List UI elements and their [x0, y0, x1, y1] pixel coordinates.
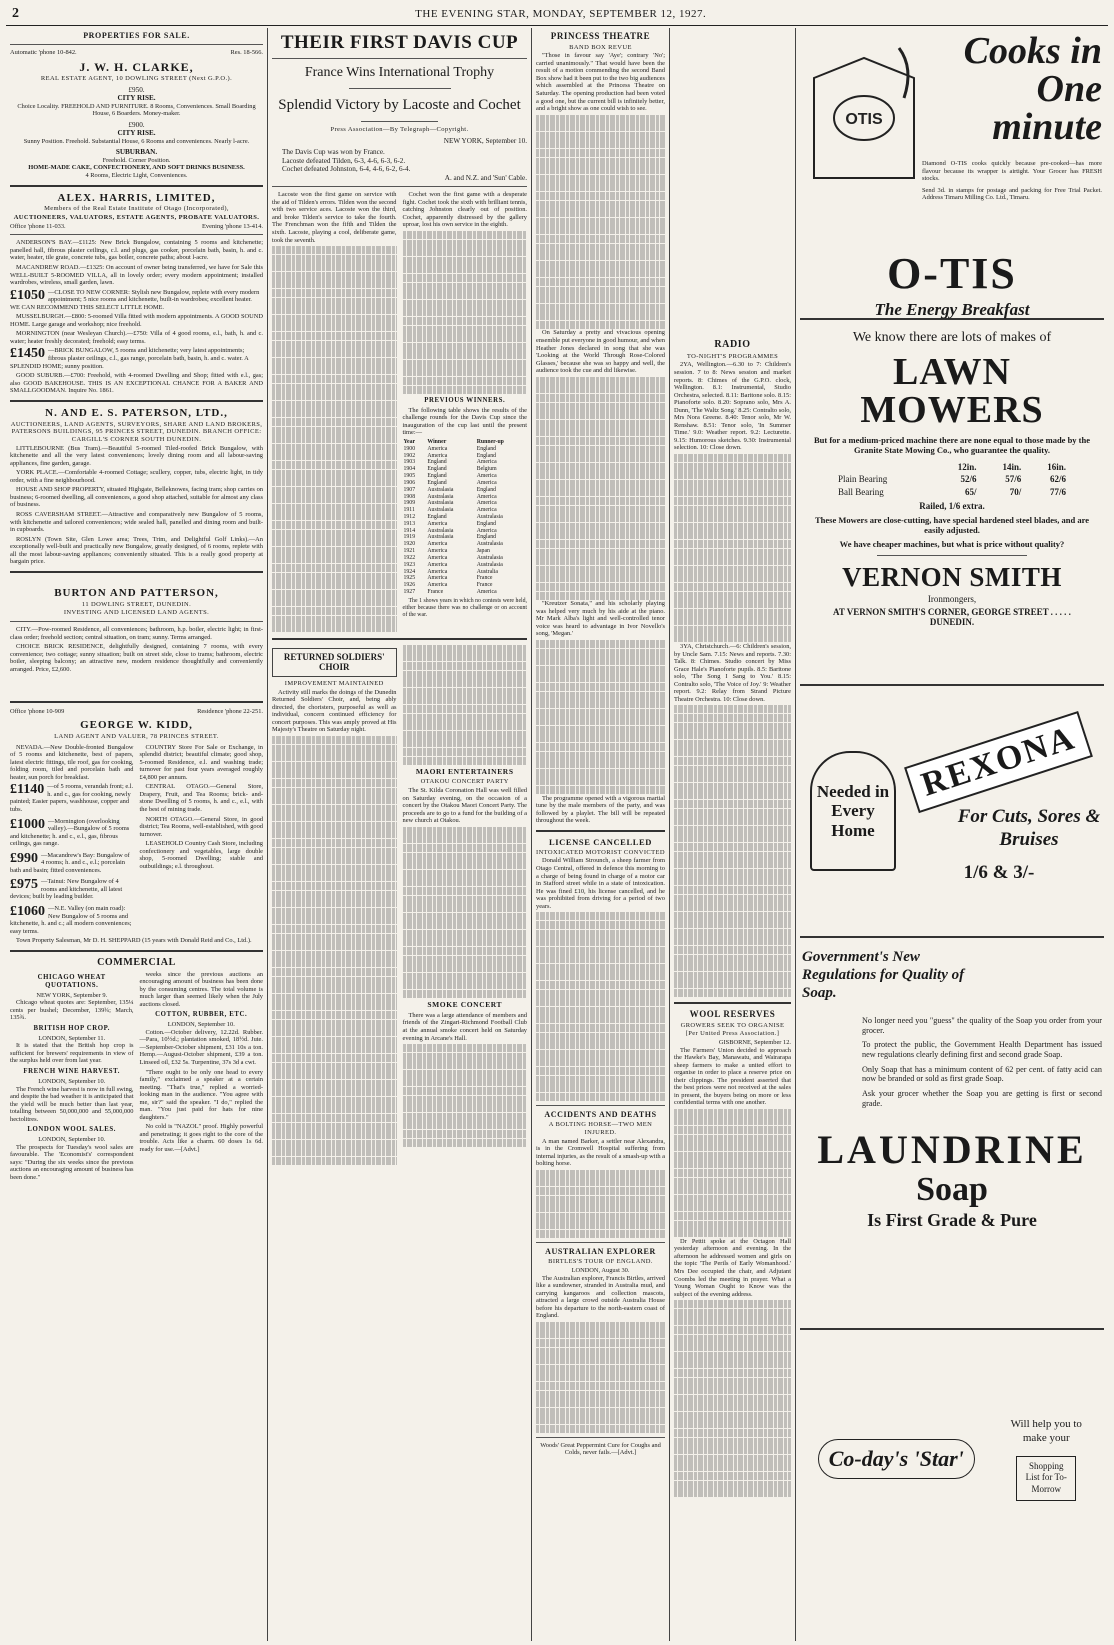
harris-price: £1050	[10, 287, 45, 303]
table-cell: 1907	[403, 486, 416, 493]
table-cell: Australia	[476, 568, 498, 575]
theatre-text: "Kreutzer Sonata," and his scholarly playing was helped very much by his aide at the piano. Mr Mark Alba's light and well-controlled tenor voice was heard to advantage in Ivor Novello's song, 'Megan.'	[536, 600, 665, 638]
table-row	[403, 528, 528, 535]
burton-listing: CITY.—Pow-roomed Residence, all conveniences; bathroom, h.p. boiler, electric light; in first-class order; freehold section; central situation, on tram; sunny. Terms arranged.	[10, 626, 263, 641]
family-anecdote: "There ought to be only one head to every family," exclaimed a speaker at a certain meeting. "That's true," replied a worried-looking man in the audience. "You agree with me, sir?" said the speaker. "I do," replied the man. "You just paid for hats for nine daughters."	[139, 1068, 263, 1121]
lawn-price: 52/6	[960, 474, 977, 485]
hop-dateline: LONDON, September 11.	[38, 1034, 106, 1042]
explorer-heading: AUSTRALIAN EXPLORER	[545, 1246, 656, 1256]
clarke-l3-rooms: 4 Rooms, Electric Light, Conveniences.	[85, 171, 188, 179]
laundrine-copy3: Only Soap that has a minimum content of 62 per cent. of fatty acid can now be branded or sold as first grade Soap.	[862, 1064, 1102, 1084]
paterson-name: N. AND E. S. PATERSON, LTD.,	[45, 406, 228, 419]
accidents-subhead: A BOLTING HORSE—TWO MEN INJURED.	[548, 1121, 653, 1136]
kidd-listing: —Mornington (overlooking valley).—Bungalow of 5 rooms and kitchenette; h. and c., e.l., gas, fibrous ceilings, gas range.	[10, 817, 130, 848]
vernon-smith-address: AT VERNON SMITH'S CORNER, GEORGE STREET . . . . . DUNEDIN.	[833, 606, 1071, 628]
table-cell: 1913	[403, 520, 416, 527]
table-cell: 1904	[403, 466, 416, 473]
clarke-l3-place: SUBURBAN.	[115, 148, 158, 157]
lawn-price: 62/6	[1049, 474, 1066, 485]
wine-heading: FRENCH WINE HARVEST.	[23, 1067, 121, 1075]
table-row	[403, 473, 528, 480]
harris-listing: MUSSELBURGH.—£800: 5-roomed Villa fitted with modern appointments. A GOOD SOUND HOME. Large garage and workshop; nice freehold.	[10, 313, 263, 328]
wheat-dateline: NEW YORK, September 9.	[36, 991, 108, 999]
column-properties	[6, 28, 268, 1641]
paterson-listing: LITTLEBOURNE (Bus Tram).—Beautiful 5-roomed Tiled-roofed Brick Bungalow, with kitchenette and all the very latest conveniences; lovely dining room and all labour-saving appliances, fine garden, garage.	[10, 444, 263, 467]
clarke-l2-desc: Sunny Position. Freehold. Substantial House, 6 Rooms and conveniences. Nearly l-acre.	[23, 137, 250, 145]
harris-listing: ANDERSON'S BAY.—£1125: New Brick Bungalow, containing 5 rooms and kitchenette; panelled hall, fibrous plaster ceilings, c.l. and plugs, gas cooker, porcelain bath, basin, h. and c. water, heater, tile grate, concrete tubs, gas boiler, concrete paths; about l-acre.	[10, 239, 263, 262]
theatre-text: On Saturday a pretty and vivacious opening ensemble put everyone in good humour, and when Heather Jones declared in song that she was 'Looking at the World Through Rose-Colored Glasses,' because she was so happy and well, the audience took the cue and did likewise.	[536, 329, 665, 375]
table-cell: America	[427, 568, 448, 575]
harris-listing: —CLOSE TO NEW CORNER: Stylish new Bungalow, replete with every modern appointment; 5 nice rooms and kitchenette, built-in wardrobes; excellent heater. WE CAN RECOMMEND THIS SELECT LITTLE HOME.	[10, 288, 260, 311]
table-cell: 1900	[403, 445, 416, 452]
winners-heading: PREVIOUS WINNERS.	[424, 396, 506, 404]
laundrine-copy1: No longer need you "guess" the quality of the Soap you order from your grocer.	[862, 1016, 1102, 1035]
nazol-ad: No cold is "NAZOL" proof. Highly powerful and penetrating; it goes right to the core of the trouble. Acts like a charm. 60 doses 1s 6d. ready for use.—[Advt.]	[139, 1123, 263, 1154]
table-row	[403, 459, 528, 466]
clarke-res: Res. 18-566.	[230, 49, 263, 57]
table-cell: 1920	[403, 541, 416, 548]
lawn-brand: LAWN MOWERS	[860, 350, 1044, 431]
wool-reserves-assoc: [Per United Press Association.]	[685, 1030, 780, 1038]
table-cell: 1909	[403, 500, 416, 507]
kidd-office: Office 'phone 10-909	[10, 708, 65, 716]
wool-sales-dateline: LONDON, September 10.	[38, 1136, 106, 1144]
table-cell: America	[476, 493, 497, 500]
table-cell: 1911	[403, 507, 415, 514]
otis-brand: O-TIS	[887, 248, 1017, 298]
table-cell: England	[476, 486, 497, 493]
table-row	[403, 521, 528, 528]
lawn-row-label: Plain Bearing	[838, 474, 888, 485]
table-cell: England	[476, 534, 497, 541]
table-cell: England	[427, 459, 447, 466]
clarke-l3-business: HOME-MADE CAKE, CONFECTIONERY, AND SOFT DRINKS BUSINESS.	[28, 164, 245, 172]
kidd-price: £990	[10, 850, 38, 866]
wool-sales-heading: LONDON WOOL SALES.	[27, 1126, 117, 1134]
table-row	[403, 582, 528, 589]
explorer-dateline: LONDON, August 30.	[571, 1266, 630, 1274]
otis-copy: Diamond O-TIS cooks quickly because pre-cooked—has more flavour because its wrapper is airtight. Your Grocer has FRESH stocks.	[922, 160, 1102, 183]
kidd-listing: COUNTRY Store For Sale or Exchange, in splendid district; beautiful climate; good shop, 5-roomed Residence, e.l. and washing trade; turnover for past four years averaged roughly £4,800 per annum.	[139, 743, 263, 781]
table-cell: 1908	[403, 493, 416, 500]
harris-price: £1450	[10, 346, 45, 362]
laundrine-intro: Government's New Regulations for Quality of Soap.	[802, 949, 965, 1001]
paterson-listing: ROSLYN (Town Site, Glen Lowe area; Trees, Trim, and Delightful Golf Links).—An exceptionally well-built and practically new Bungalow, greatly designed, of 6 rooms, replete with all the most labour-saving appliances; conveniently situated. This is a really good property at bargain price.	[10, 535, 263, 566]
wool-reserves-subhead: GROWERS SEEK TO ORGANISE	[680, 1021, 785, 1029]
table-cell: England	[427, 513, 447, 520]
table-cell: Australasia	[476, 513, 503, 520]
table-row	[403, 494, 528, 501]
codays-ad	[800, 1330, 1104, 1588]
otis-ad	[800, 28, 1104, 320]
theatre-text: "Those in favour say 'Aye'; contrary 'No'; carried unanimously." That would have been the result of a motion commending the second Band Box show had it been put to the two big audiences which assembled at the Princess Theatre on Saturday. The opening production had been voted a good one, but the current bill is infinitely better, and a bright show as one could wish to see.	[536, 52, 665, 113]
harris-role: AUCTIONEERS, VALUATORS, ESTATE AGENTS, PROBATE VALUATORS.	[13, 214, 260, 222]
lawn-copy2: These Mowers are close-cutting, have special hardened steel blades, and are easily adjusted.	[814, 514, 1090, 535]
table-cell: America	[427, 520, 448, 527]
winners-intro: The following table shows the results of the challenge rounds for the Davis Cup since the inauguration of the cup last until the present time:—	[402, 406, 527, 437]
explorer-subhead: BIRTLES'S TOUR OF ENGLAND.	[548, 1258, 653, 1266]
hop-text: It is stated that the British hop crop is sufficient for brewers' requirements in view of the surplus held over from last year.	[10, 1042, 134, 1065]
lawn-copy3: We have cheaper machines, but what is price without quality?	[839, 539, 1065, 550]
lawn-size: 16in.	[1047, 461, 1066, 472]
davis-cup-body: Lacoste won the first game on service with the aid of Tilden's errors. Tilden won the second with two service aces. Lacoste won the third, and broke Tilden's service to take the fourth. The Frenchman won the fifth and Tilden the sixth. Lacoste, playing a cool, deliberate game, took the seventh.	[272, 191, 397, 244]
otis-copy2: Send 3d. in stamps for postage and packing for Free Trial Packet. Address Timaru Milling Co. Ltd., Timaru.	[922, 186, 1102, 202]
table-row	[403, 487, 528, 494]
masthead	[6, 4, 1108, 26]
kidd-name: GEORGE W. KIDD,	[80, 718, 193, 731]
table-cell: Australasia	[427, 493, 454, 500]
choir-subhead: IMPROVEMENT MAINTAINED	[284, 680, 384, 688]
explorer-text: The Australian explorer, Francis Birtles, arrived like a sundowner, stranded in Australia mud, and carrying kangaroos and collection mascots, attracted a large crowd outside Australia House before his departure to the north-eastern coast of England.	[536, 1274, 665, 1320]
kidd-listing: —Tainui: New Bungalow of 4 rooms and kitchenette, all latest devices; built by leading builder.	[10, 878, 123, 901]
rexona-ad	[800, 686, 1104, 938]
wool-reserves-heading: WOOL RESERVES	[689, 1009, 776, 1020]
properties-heading: PROPERTIES FOR SALE.	[83, 31, 190, 40]
lawn-price: 70/	[1009, 486, 1022, 497]
davis-cup-cable: A. and N.Z. and 'Sun' Cable.	[444, 173, 527, 182]
smoke-concert-heading: SMOKE CONCERT	[427, 1000, 503, 1010]
maori-heading: MAORI ENTERTAINERS	[415, 766, 514, 776]
harris-member: Members of the Real Estate Institute of Otago (Incorporated),	[44, 205, 229, 213]
davis-cup-result: The Davis Cup was won by France.	[282, 148, 385, 157]
table-row	[403, 548, 528, 555]
wheat-heading: CHICAGO WHEAT QUOTATIONS.	[37, 973, 106, 989]
table-cell: 1906	[403, 479, 416, 486]
wool-sales-text: The prospects for Tuesday's wool sales are favourable. The 'Economist's' correspondent says: "During the six weeks since the previous auctions an encouraging amount of business has been done."	[10, 1143, 134, 1181]
column-ads	[796, 28, 1108, 1641]
davis-cup-deck: Splendid Victory by Lacoste and Cochet	[278, 96, 521, 113]
table-cell: America	[427, 575, 448, 582]
table-cell: 1919	[403, 534, 416, 541]
table-cell: England	[476, 452, 497, 459]
paterson-listing: HOUSE AND SHOP PROPERTY, situated Highgate, Belleknowes, facing tram; shop carries on business; 6-roomed dwelling, all conveniences, a good shop attached, suitable for almost any class of business.	[10, 486, 263, 509]
kidd-listing: —Macandrew's Bay: Bungalow of 4 rooms; h. and c., e.l.; porcelain bath and basin; fitted conveniences.	[10, 851, 130, 874]
table-cell: Australasia	[427, 534, 454, 541]
commercial-heading: COMMERCIAL	[97, 956, 176, 968]
accidents-heading: ACCIDENTS AND DEATHS	[544, 1109, 657, 1119]
table-cell: 1912	[403, 513, 416, 520]
choir-text: Activity still marks the doings of the Dunedin Returned Soldiers' Choir, and, being ably directed, the choristers, purposeful as well as individual, concern continued efficiency for concert purposes. This was amply proved at His Majesty's Theatre on Saturday night.	[272, 688, 397, 734]
burton-name: BURTON AND PATTERSON,	[54, 586, 219, 599]
table-cell: 1914	[403, 527, 416, 534]
lawn-intro: We know there are lots of makes of	[852, 330, 1052, 345]
codays-help: Will help you to make your	[1010, 1418, 1082, 1445]
maori-text: The St. Kilda Coronation Hall was well filled on Saturday evening, on the occasion of a concert by the Otakou Maori Concert Party. The proceeds are to go to a fund for the building of a new church at Otakou.	[402, 787, 527, 825]
rexona-brand: REXONA	[904, 711, 1093, 813]
kidd-listing: CENTRAL OTAGO.—General Store, Drapery, Fruit, and Tea Rooms; brick- and-stone Dwelling of 5 rooms, h. and c., e.l., with the best of mining trade.	[139, 783, 263, 813]
maori-subhead: OTAKOU CONCERT PARTY	[420, 778, 509, 786]
kidd-price: £1060	[10, 903, 45, 919]
paterson-listing: ROSS CAVERSHAM STREET.—Attractive and comparatively new Bungalow of 5 rooms, with kitchenette and tailored conveniences; wide sealed hall, panelled and dining room and built-in cupboards.	[10, 511, 263, 534]
table-cell: Runner-up	[476, 438, 504, 445]
kidd-listing: —N.E. Valley (on main road): New Bungalow of 5 rooms and kitchenette, h. and c.; all modern conveniences; easy terms.	[10, 904, 132, 935]
rexona-for: For Cuts, Sores & Bruises	[957, 806, 1101, 850]
wheat-text: Chicago wheat quotes are: September, 135¼ cents per bushel; December, 139¾; March, 135¾.	[10, 999, 134, 1022]
column-theatre	[532, 28, 670, 1641]
vernon-smith-name: VERNON SMITH	[842, 562, 1062, 593]
table-cell: America	[427, 554, 448, 561]
harris-listing: MACANDREW ROAD.—£1325: On account of owner being transferred, we have for Sale this WELL-BUILT 5-ROOMED VILLA, all in lovely order; every modern appointment; installed wardrobes, wireless, small garden, lawn.	[10, 263, 263, 287]
davis-cup-result: Cochet defeated Johnston, 6-4, 4-6, 6-2, 6-4.	[282, 165, 411, 174]
table-row	[403, 446, 528, 453]
wine-dateline: LONDON, September 10.	[38, 1077, 106, 1085]
theatre-subhead: BAND BOX REVUE	[569, 43, 632, 51]
pettit-text: Dr Pettit spoke at the Octagon Hall yesterday afternoon and evening. In the afternoon he addressed women and girls on the topic 'The Perils of Early Womanhood.' Mrs Dee occupied the chair, and Adjutant Coombs led the meeting in prayer. What a Young Woman Ought to Know was the subject of the evening address.	[674, 1237, 791, 1298]
theatre-text: The programme opened with a vigorous martial tune by the male members of the party, and was followed by a playlet. The bill will be repeated throughout the week.	[536, 794, 665, 825]
burton-listing: CHOICE BRICK RESIDENCE, delightfully designed, containing 7 rooms, with every convenience; two cottage; sunny situation; built on street side, close to trams; bathroom, electric boiler, sleeping balcony; an attractive new, modern residence thoughtfully and conveniently arranged. Price, £2,600.	[10, 643, 263, 673]
paterson-desc: AUCTIONEERS, LAND AGENTS, SURVEYORS, SHARE AND LAND BROKERS, PATERSONS BUILDINGS, 95 PRINCES STREET, DUNEDIN. BRANCH OFFICE: CARGILL'S CORNER SOUTH DUNEDIN.	[10, 420, 263, 443]
radio-heading: RADIO	[714, 339, 751, 350]
harris-listing: MORNINGTON (near Wesleyan Church).—£750: Villa of 4 good rooms, e.l., bath, h. and c. water; heater freshly decorated; freehold; easy terms.	[10, 330, 263, 345]
davis-cup-subhead: France Wins International Trophy	[304, 65, 495, 81]
column-radio	[670, 28, 796, 1641]
burton-addr: 11 DOWLING STREET, DUNEDIN.	[81, 600, 192, 608]
table-cell: Winner	[427, 438, 447, 445]
table-row	[403, 507, 528, 514]
harris-evening: Evening 'phone 13-414.	[202, 222, 263, 230]
page-number: 2	[12, 6, 20, 22]
table-cell: Australasia	[427, 527, 454, 534]
lawn-price-table	[835, 461, 1069, 499]
table-cell: America	[476, 527, 497, 534]
lawn-size: 12in.	[957, 461, 977, 472]
lawn-price: 65/	[965, 486, 977, 497]
table-row	[403, 453, 528, 460]
hop-heading: BRITISH HOP CROP.	[33, 1024, 111, 1032]
harris-name: ALEX. HARRIS, LIMITED,	[57, 191, 216, 204]
table-cell: America	[427, 445, 448, 452]
table-cell: France	[476, 575, 493, 582]
table-cell: Japan	[476, 548, 490, 555]
radio-text: 2YA, Wellington.—6.30 to 7: Children's session. 7 to 8: News session and market reports. 8: Chimes of the G.P.O. clock, Wellington. 8.1: Instrumental, Studio Orchestra, selected. 8.11: Baritone solo. 8.15: Pianoforte solo. 8.20: Soprano solo, Mrs A. Dunn, 'The Waltz Song.' 8.25: Contralto solo, Mrs Nora Greene. 8.40: Tenor solo, Mr W. Renshaw. 8.51: Tenor solo, 'In Summer Time.' 9.0: Weather report. 9.2: Lecturette. 9.15: Humorous sketches. 9.30: Instrumental selection. 10: Close down.	[674, 361, 791, 452]
clarke-phone: Automatic 'phone 10-842.	[10, 49, 77, 57]
lawn-railed: Railed, 1/6 extra.	[919, 501, 985, 512]
table-cell: England	[427, 466, 447, 473]
license-text: Donald William Strounch, a sheep farmer from Otago Central, offered in defence this morning to a charge of being found in charge of a motor car in Stafford street while in a state of intoxication. He was fined £10, his license cancelled, and he was prohibited from driving for a period of two years.	[536, 857, 665, 910]
harris-listing: —BRICK BUNGALOW, 5 rooms and kitchenette; very latest appointments; fibrous plaster ceilings, c.l., gas range, porcelain bath, basin, h. and c. water. A SPLENDID HOME; sunny position.	[10, 347, 249, 370]
table-cell: Australasia	[427, 486, 454, 493]
table-row	[403, 541, 528, 548]
table-cell: England	[427, 479, 447, 486]
clarke-l1-place: CITY RISE.	[117, 94, 156, 103]
davis-cup-headline: THEIR FIRST DAVIS CUP	[280, 32, 519, 53]
davis-cup-result: Lacoste defeated Tilden, 6-3, 4-6, 6-3, 6-2.	[282, 156, 406, 165]
laundrine-grade: Is First Grade & Pure	[867, 1210, 1037, 1231]
vernon-smith-sub: Ironmongers,	[927, 593, 977, 604]
cotton-dateline: LONDON, September 10.	[167, 1021, 235, 1029]
davis-cup-dateline: NEW YORK, September 10.	[443, 136, 527, 145]
table-cell: America	[427, 582, 448, 589]
lawn-price: 77/6	[1049, 486, 1066, 497]
winners-note: The 1 shows years in which no contests were held, either because there was no challenge or on account of the war.	[402, 597, 527, 618]
table-row	[403, 555, 528, 562]
table-cell: 1921	[403, 548, 416, 555]
table-cell: America	[476, 589, 497, 596]
lawn-price: 57/6	[1005, 474, 1022, 485]
kidd-listing: NEVADA.—New Double-fronted Bungalow of 5 rooms and kitchenette, best of papers, latest electric fittings, tile roof, gas for cooking, folding room, tiled and porcelain bath and heater, sun porch for breakfast.	[10, 743, 134, 781]
table-cell: 1927	[403, 589, 416, 596]
clarke-l1-desc: Choice Locality. FREEHOLD AND FURNITURE. 8 Rooms, Conveniences. Small Boarding House, 6 Boarders. Money-maker.	[17, 102, 256, 118]
cotton-heading: COTTON, RUBBER, ETC.	[155, 1011, 248, 1019]
kidd-price: £1000	[10, 816, 45, 832]
clarke-l2-price: £900.	[128, 120, 145, 129]
table-cell: Belgium	[476, 466, 497, 473]
theatre-heading: PRINCESS THEATRE	[550, 31, 651, 41]
table-cell: 1922	[403, 554, 416, 561]
kidd-price: £1140	[10, 782, 45, 798]
svg-text:OTIS: OTIS	[845, 111, 883, 128]
table-row	[403, 480, 528, 487]
table-cell: 1905	[403, 473, 416, 480]
clarke-l3-desc: Freehold. Corner Position.	[102, 156, 171, 164]
codays-brand: Co-day's 'Star'	[818, 1439, 975, 1479]
table-cell: 1924	[403, 568, 416, 575]
kidd-price: £975	[10, 877, 38, 893]
table-row	[403, 514, 528, 521]
choir-heading: RETURNED SOLDIERS' CHOIR	[272, 648, 397, 677]
codays-shopping: Shopping List for To-Morrow	[1016, 1456, 1076, 1501]
smoke-concert-text: There was a large attendance of members and friends of the Zingari-Richmond Football Club at the annual smoke concert held on Saturday evening in Arcane's Hall.	[402, 1011, 527, 1042]
radio-subhead: TO-NIGHT'S PROGRAMMES	[686, 352, 779, 360]
kidd-addr: LAND AGENT AND VALUER, 78 PRINCES STREET.	[54, 732, 219, 740]
clarke-address: REAL ESTATE AGENT, 10 DOWLING STREET (Next G.P.O.).	[40, 75, 233, 83]
wool-reserves-dateline: GISBORNE, September 12.	[718, 1038, 791, 1046]
radio-text: 3YA, Christchurch.—6: Children's session, by Uncle Sam. 7.15: News and reports. 7.30: Talk. 8: Chimes. Studio concert by Miss Grace Hale's Pianoforte pupils. 8.5: Baritone solo, 'The Song I Sang to You.' 8.15: Contralto solo, 'The Voice of Joy.' 9: Weather report. 9.2: Relay from Strand Picture Theatre Orchestra. 10: Close down.	[674, 643, 791, 703]
paterson-listing: YORK PLACE.—Comfortable 4-roomed Cottage; scullery, copper, tubs, electric light, in tidy order, with a fine neighbourhood.	[10, 469, 263, 484]
table-cell: America	[476, 479, 497, 486]
rexona-price: 1/6 & 3/-	[963, 861, 1035, 883]
table-row	[403, 534, 528, 541]
laundrine-copy2: To protect the public, the Government Health Department has issued new regulations clearly defining first and second grade Soap.	[862, 1040, 1102, 1060]
table-cell: America	[427, 548, 448, 555]
oats-packet-icon	[804, 38, 924, 188]
masthead-title: THE EVENING STAR, MONDAY, SEPTEMBER 12, 1927.	[415, 8, 707, 21]
table-cell: America	[476, 500, 497, 507]
laundrine-soap: Soap	[916, 1171, 988, 1209]
clarke-l2-place: CITY RISE.	[117, 129, 156, 138]
table-row	[403, 500, 528, 507]
winners-table-header	[403, 439, 528, 446]
table-cell: America	[476, 507, 497, 514]
davis-cup-body: Cochet won the first game with a desperate fight. Cochet took the sixth with brilliant tennis, catching Johnston clearly out of position. Cochet, apparently distressed by the gallery uproar, lost his own service in the eighth.	[402, 191, 527, 229]
clarke-l1-price: £950.	[128, 85, 145, 94]
kidd-listing: —of 5 rooms, verandah front; e.l. h. and c., gas for cooking, newly painted; Easier papers, washhouse, copper and tubs.	[10, 783, 134, 813]
harris-listing: GOOD SUBURB.—£700: Freehold, with 4-roomed Dwelling and Shop; fitted with e.l., gas; also GOOD BAKEHOUSE. THIS IS AN EXCEPTIONAL CHANCE FOR A BAKER AND SMALLGOODMAN. Inquire No. 1861.	[10, 372, 263, 395]
table-cell: America	[427, 561, 448, 568]
table-cell: Australasia	[476, 561, 503, 568]
table-row	[403, 569, 528, 576]
kidd-listing: NORTH OTAGO.—General Store, in good district; Tea Rooms, well-established, with good turnover.	[139, 815, 264, 838]
table-cell: America	[427, 452, 448, 459]
table-row	[403, 589, 528, 596]
kidd-res: Residence 'phone 22-251.	[197, 708, 263, 716]
kidd-listing: LEASEHOLD Country Cash Store, including confectionery and vegetables, large double shop, 5-roomed Dwelling; stable and outbuildings; e.l. throughout.	[139, 840, 263, 870]
table-cell: America	[427, 541, 448, 548]
clarke-name: J. W. H. CLARKE,	[79, 59, 194, 74]
table-cell: 1925	[403, 575, 416, 582]
table-row	[403, 562, 528, 569]
wool-reserves-text: The Farmers' Union decided to approach the Hawke's Bay, Manawatu, and Wairarapa sheep farmers to make a united effort to organise in order to place a reserve price on their clippings. The president asserted that the best prices were not received at the sales in present, the buyers being on more or less confidential terms with one another.	[674, 1046, 791, 1107]
peppermint-ad: Woods' Great Peppermint Cure for Coughs and Colds, never fails.—[Advt.]	[540, 1441, 661, 1457]
burton-desc: INVESTING AND LICENSED LAND AGENTS.	[63, 609, 210, 617]
table-row	[403, 466, 528, 473]
column-davis-cup	[268, 28, 532, 1641]
table-cell: 1923	[403, 561, 416, 568]
lawn-row-label: Ball Bearing	[838, 486, 884, 497]
table-cell: France	[427, 589, 444, 596]
kidd-salesman: Town Property Salesman, Mr D. H. SHEPPARD (15 years with Donald Reid and Co., Ltd.).	[16, 937, 252, 945]
lawn-copy: But for a medium-priced machine there are none equal to those made by the Granite State Mowing Co., who guarantee the quality.	[814, 434, 1090, 455]
table-cell: Australasia	[476, 541, 503, 548]
table-cell: 1926	[403, 582, 416, 589]
otis-script: Cooks in One minute	[963, 30, 1102, 148]
davis-cup-credit: Press Association—By Telegraph—Copyright.	[330, 126, 469, 134]
table-cell: England	[476, 445, 497, 452]
table-cell: England	[427, 473, 447, 480]
otis-tagline: The Energy Breakfast	[874, 299, 1030, 319]
license-heading: LICENSE CANCELLED	[548, 836, 652, 847]
table-row	[403, 575, 528, 582]
laundrine-ad	[800, 938, 1104, 1330]
commercial-continued: weeks since the previous auctions an encouraging amount of business has been done by the consuming centres. The total volume is much larger than seemed likely when the July auctions closed.	[139, 970, 263, 1008]
lawn-mowers-ad	[800, 320, 1104, 686]
accidents-text: A man named Barker, a settler near Alexandra, is in the Cromwell Hospital suffering from internal injuries, as the result of a smash-up with a bolting horse.	[536, 1137, 665, 1168]
lawn-size: 14in.	[1002, 461, 1022, 472]
table-cell: America	[476, 459, 497, 466]
table-cell: Australasia	[476, 554, 503, 561]
rexona-needed: Needed in Every Home	[810, 751, 896, 871]
wine-text: The French wine harvest is now in full swing, and despite the bad weather it is anticipated that the yield will be much better than last year, totalling between 50,000,000 and 55,000,000 hectolitres.	[10, 1085, 134, 1123]
table-cell: Australasia	[427, 500, 454, 507]
license-subhead: INTOXICATED MOTORIST CONVICTED	[536, 848, 665, 856]
table-cell: Year	[403, 438, 416, 445]
laundrine-brand: LAUNDRINE	[817, 1127, 1087, 1173]
cotton-text: Cotton.—October delivery, 12.22d. Rubber.—Para, 10½d.; plantation smoked, 18½d. Jute.—September-October shipment, £31 10s a ton. Hemp.—August-October shipment, £39 a ton. Linseed oil, £32 5s. Turpentine, 37s 3d a cwt.	[139, 1028, 263, 1066]
harris-office: Office 'phone 11-033.	[10, 222, 66, 230]
table-cell: France	[476, 582, 493, 589]
table-cell: 1902	[403, 452, 416, 459]
table-cell: 1903	[403, 459, 416, 466]
laundrine-copy4: Ask your grocer whether the Soap you are getting is first or second grade.	[862, 1089, 1102, 1108]
table-cell: England	[476, 520, 497, 527]
table-cell: America	[476, 473, 497, 480]
winners-table	[403, 439, 528, 596]
table-cell: Australasia	[427, 507, 454, 514]
